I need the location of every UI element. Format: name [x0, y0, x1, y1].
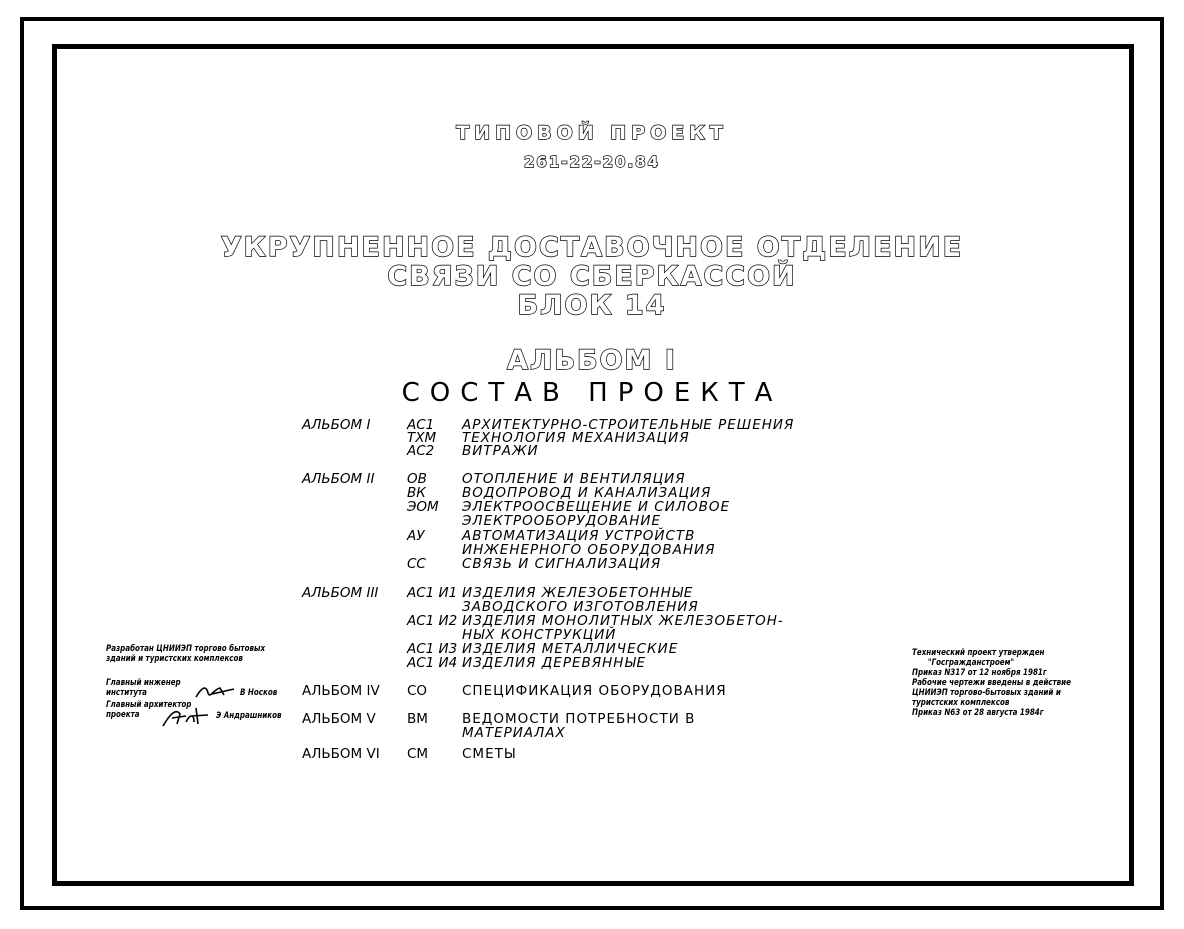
album-title: АЛЬБОМ I	[507, 345, 677, 376]
project-code: 261-22-20.84	[523, 153, 661, 171]
contents-list: АЛЬБОМ I АС1 АРХИТЕКТУРНО-СТРОИТЕЛЬНЫЕ РЕШЕНИЯ ТХМ ТЕХНОЛОГИЯ МЕХАНИЗАЦИЯ АС2 ВИТРАЖИ АЛЬБОМ II ОВ ОТОПЛЕНИЕ И ВЕНТИЛЯЦИЯ ВК ВОДОПРОВОД И КАНАЛИЗАЦИЯ ЭОМ ЭЛЕКТРООСВЕЩЕНИЕ И СИЛОВОЕ ЭЛЕКТРООБОРУДОВАНИЕ АУ АВТОМАТИЗАЦИЯ УСТРОЙСТВ ИНЖЕНЕРНОГО ОБОРУДОВАНИЯ СС СВЯЗЬ И СИГНАЛИЗАЦИЯ АЛЬБОМ III АС1 И1 ИЗДЕЛИЯ ЖЕЛЕЗОБЕТОННЫЕ ЗАВОДСКОГО ИЗГОТОВЛЕНИЯ АС1 И2 ИЗДЕЛИЯ МОНОЛИТНЫХ ЖЕЛЕЗОБЕТОН- НЫХ КОНСТРУКЦИЙ АС1 И3 ИЗДЕЛИЯ МЕТАЛЛИЧЕСКИЕ АС1 И4 ИЗДЕЛИЯ ДЕРЕВЯННЫЕ АЛЬБОМ IV СО СПЕЦИФИКАЦИЯ ОБОРУДОВАНИЯ АЛЬБОМ V ВМ ВЕДОМОСТИ ПОТРЕБНОСТИ В МАТЕРИАЛАХ АЛЬБОМ VI СМ СМЕТЫ	[302, 417, 795, 762]
chief-architect-name: Э Андрашников	[216, 711, 282, 721]
chief-engineer-signature-icon	[194, 683, 238, 701]
chief-engineer-role: Главный инженер института	[106, 678, 181, 698]
chief-architect-role: Главный архитектор проекта	[106, 700, 192, 720]
project-name-line-3: БЛОК 14	[517, 290, 667, 321]
project-type-label: ТИПОВОЙ ПРОЕКТ	[456, 122, 728, 144]
project-name-line-1: УКРУПНЕННОЕ ДОСТАВОЧНОЕ ОТДЕЛЕНИЕ	[220, 232, 964, 263]
chief-engineer-name: В Носков	[240, 688, 278, 698]
approval-note: Технический проект утвержден "Госгражданстроем" Приказ N317 от 12 ноября 1981г Рабочие чертежи введены в действие ЦНИИЭП торгово-бытовых зданий и туристских комплексов Приказ N63 от 28 августа 1984г	[912, 648, 1072, 718]
developer-note: Разработан ЦНИИЭП торгово бытовых зданий и туристских комплексов	[106, 644, 266, 664]
contents-title: СОСТАВ ПРОЕКТА	[401, 378, 783, 408]
chief-architect-signature-icon	[160, 704, 212, 730]
project-name-line-2: СВЯЗИ СО СБЕРКАССОЙ	[387, 261, 797, 292]
